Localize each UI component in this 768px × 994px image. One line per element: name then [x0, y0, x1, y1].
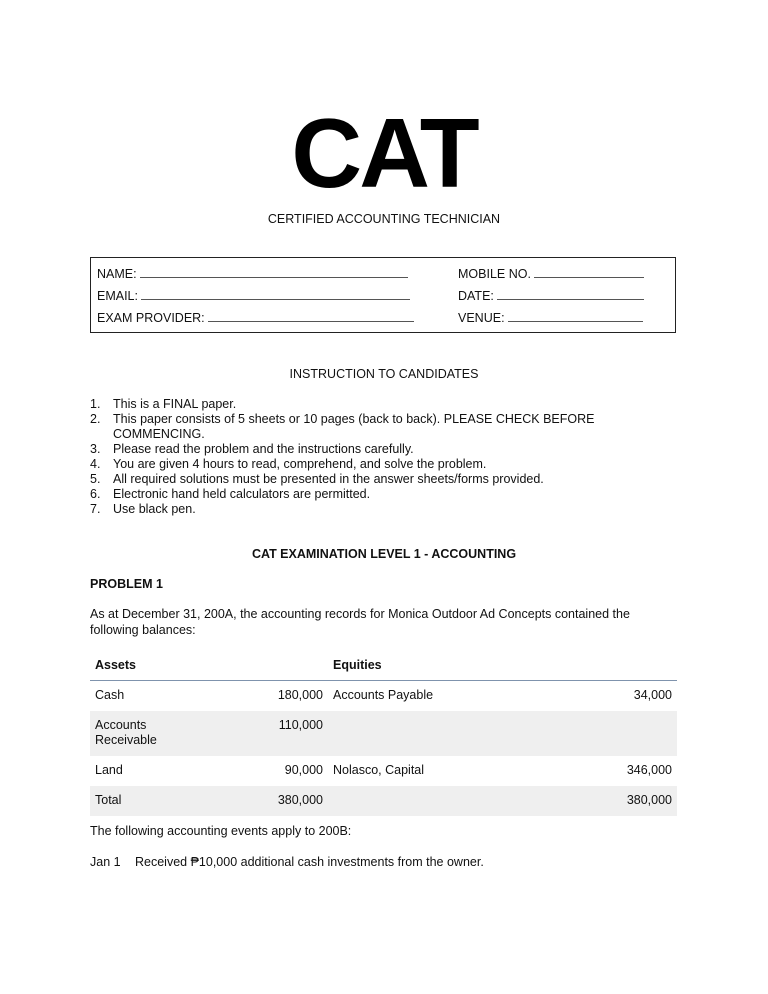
name-label: NAME: — [97, 267, 137, 281]
problem-title: PROBLEM 1 — [90, 577, 163, 591]
email-label: EMAIL: — [97, 289, 138, 303]
item-number: 5. — [90, 472, 101, 486]
header-assets: Assets — [90, 652, 228, 681]
item-number: 7. — [90, 502, 101, 516]
instruction-item — [90, 412, 650, 442]
total-assets: 380,000 — [228, 786, 328, 816]
header-equities: Equities — [328, 652, 541, 681]
asset-name: Land — [95, 763, 123, 777]
item-text: All required solutions must be presented in the answer sheets/forms provided. — [113, 472, 544, 486]
header-blank — [541, 652, 677, 681]
asset-name: Accounts Receivable — [90, 711, 228, 756]
item-text: Electronic hand held calculators are permitted. — [113, 487, 371, 501]
equity-name: Accounts Payable — [333, 688, 434, 702]
item-text: Use black pen. — [113, 502, 196, 516]
item-text: This paper consists of 5 sheets or 10 pages (back to back). PLEASE CHECK BEFORE COMMENCING. — [113, 412, 595, 441]
equity-amount — [541, 711, 677, 756]
total-equities: 380,000 — [541, 786, 677, 816]
instructions-title: INSTRUCTION TO CANDIDATES — [289, 367, 479, 381]
event-date: Jan 1 — [90, 855, 121, 869]
exam-provider-field[interactable] — [97, 309, 414, 325]
item-number: 3. — [90, 442, 101, 456]
table-row — [90, 711, 677, 756]
asset-name: Cash — [95, 688, 125, 702]
header-blank — [228, 652, 328, 681]
date-label: DATE: — [458, 289, 494, 303]
table-row-total — [90, 786, 677, 816]
item-number: 2. — [90, 412, 101, 426]
mobile-label: MOBILE NO. — [458, 267, 531, 281]
item-number: 4. — [90, 457, 101, 471]
asset-amount: 180,000 — [277, 688, 323, 702]
venue-input-line[interactable] — [508, 309, 643, 322]
instruction-item — [90, 487, 650, 502]
events-intro: The following accounting events apply to 200B: — [90, 824, 352, 838]
exam-provider-input-line[interactable] — [208, 309, 414, 322]
instruction-item — [90, 442, 650, 457]
date-input-line[interactable] — [497, 287, 644, 300]
total-label: Total — [90, 786, 228, 816]
item-number: 1. — [90, 397, 101, 411]
equity-amount: 346,000 — [626, 763, 672, 777]
asset-amount: 90,000 — [284, 763, 323, 777]
mobile-field[interactable] — [458, 265, 644, 281]
email-input-line[interactable] — [141, 287, 410, 300]
name-field[interactable] — [97, 265, 408, 281]
equity-name: Nolasco, Capital — [333, 763, 425, 777]
name-input-line[interactable] — [140, 265, 408, 278]
equity-name — [328, 786, 541, 816]
instruction-item — [90, 502, 650, 517]
table-header-row — [90, 652, 677, 681]
email-field[interactable] — [97, 287, 410, 303]
instruction-item — [90, 457, 650, 472]
exam-title: CAT EXAMINATION LEVEL 1 - ACCOUNTING — [251, 547, 517, 561]
exam-provider-label: EXAM PROVIDER: — [97, 311, 205, 325]
venue-label: VENUE: — [458, 311, 505, 325]
item-text: Please read the problem and the instructions carefully. — [113, 442, 414, 456]
item-text: This is a FINAL paper. — [113, 397, 237, 411]
candidate-info-box — [90, 257, 676, 333]
instruction-item — [90, 397, 650, 412]
item-number: 6. — [90, 487, 101, 501]
cat-logo: CAT — [291, 98, 477, 208]
table-row — [90, 681, 677, 712]
balances-table — [90, 652, 677, 816]
item-text: You are given 4 hours to read, comprehend, and solve the problem. — [113, 457, 487, 471]
instruction-item — [90, 472, 650, 487]
equity-amount: 34,000 — [633, 688, 672, 702]
table-row — [90, 756, 677, 786]
event-text: Received ₱10,000 additional cash investments from the owner. — [135, 855, 484, 869]
equity-name — [328, 711, 541, 756]
venue-field[interactable] — [458, 309, 643, 325]
date-field[interactable] — [458, 287, 644, 303]
event-item — [90, 855, 484, 869]
mobile-input-line[interactable] — [534, 265, 644, 278]
problem-intro: As at December 31, 200A, the accounting records for Monica Outdoor Ad Concepts contained the following balances: — [90, 607, 630, 637]
asset-amount: 110,000 — [228, 711, 328, 756]
subtitle: CERTIFIED ACCOUNTING TECHNICIAN — [267, 212, 501, 226]
instructions-list — [90, 397, 650, 517]
